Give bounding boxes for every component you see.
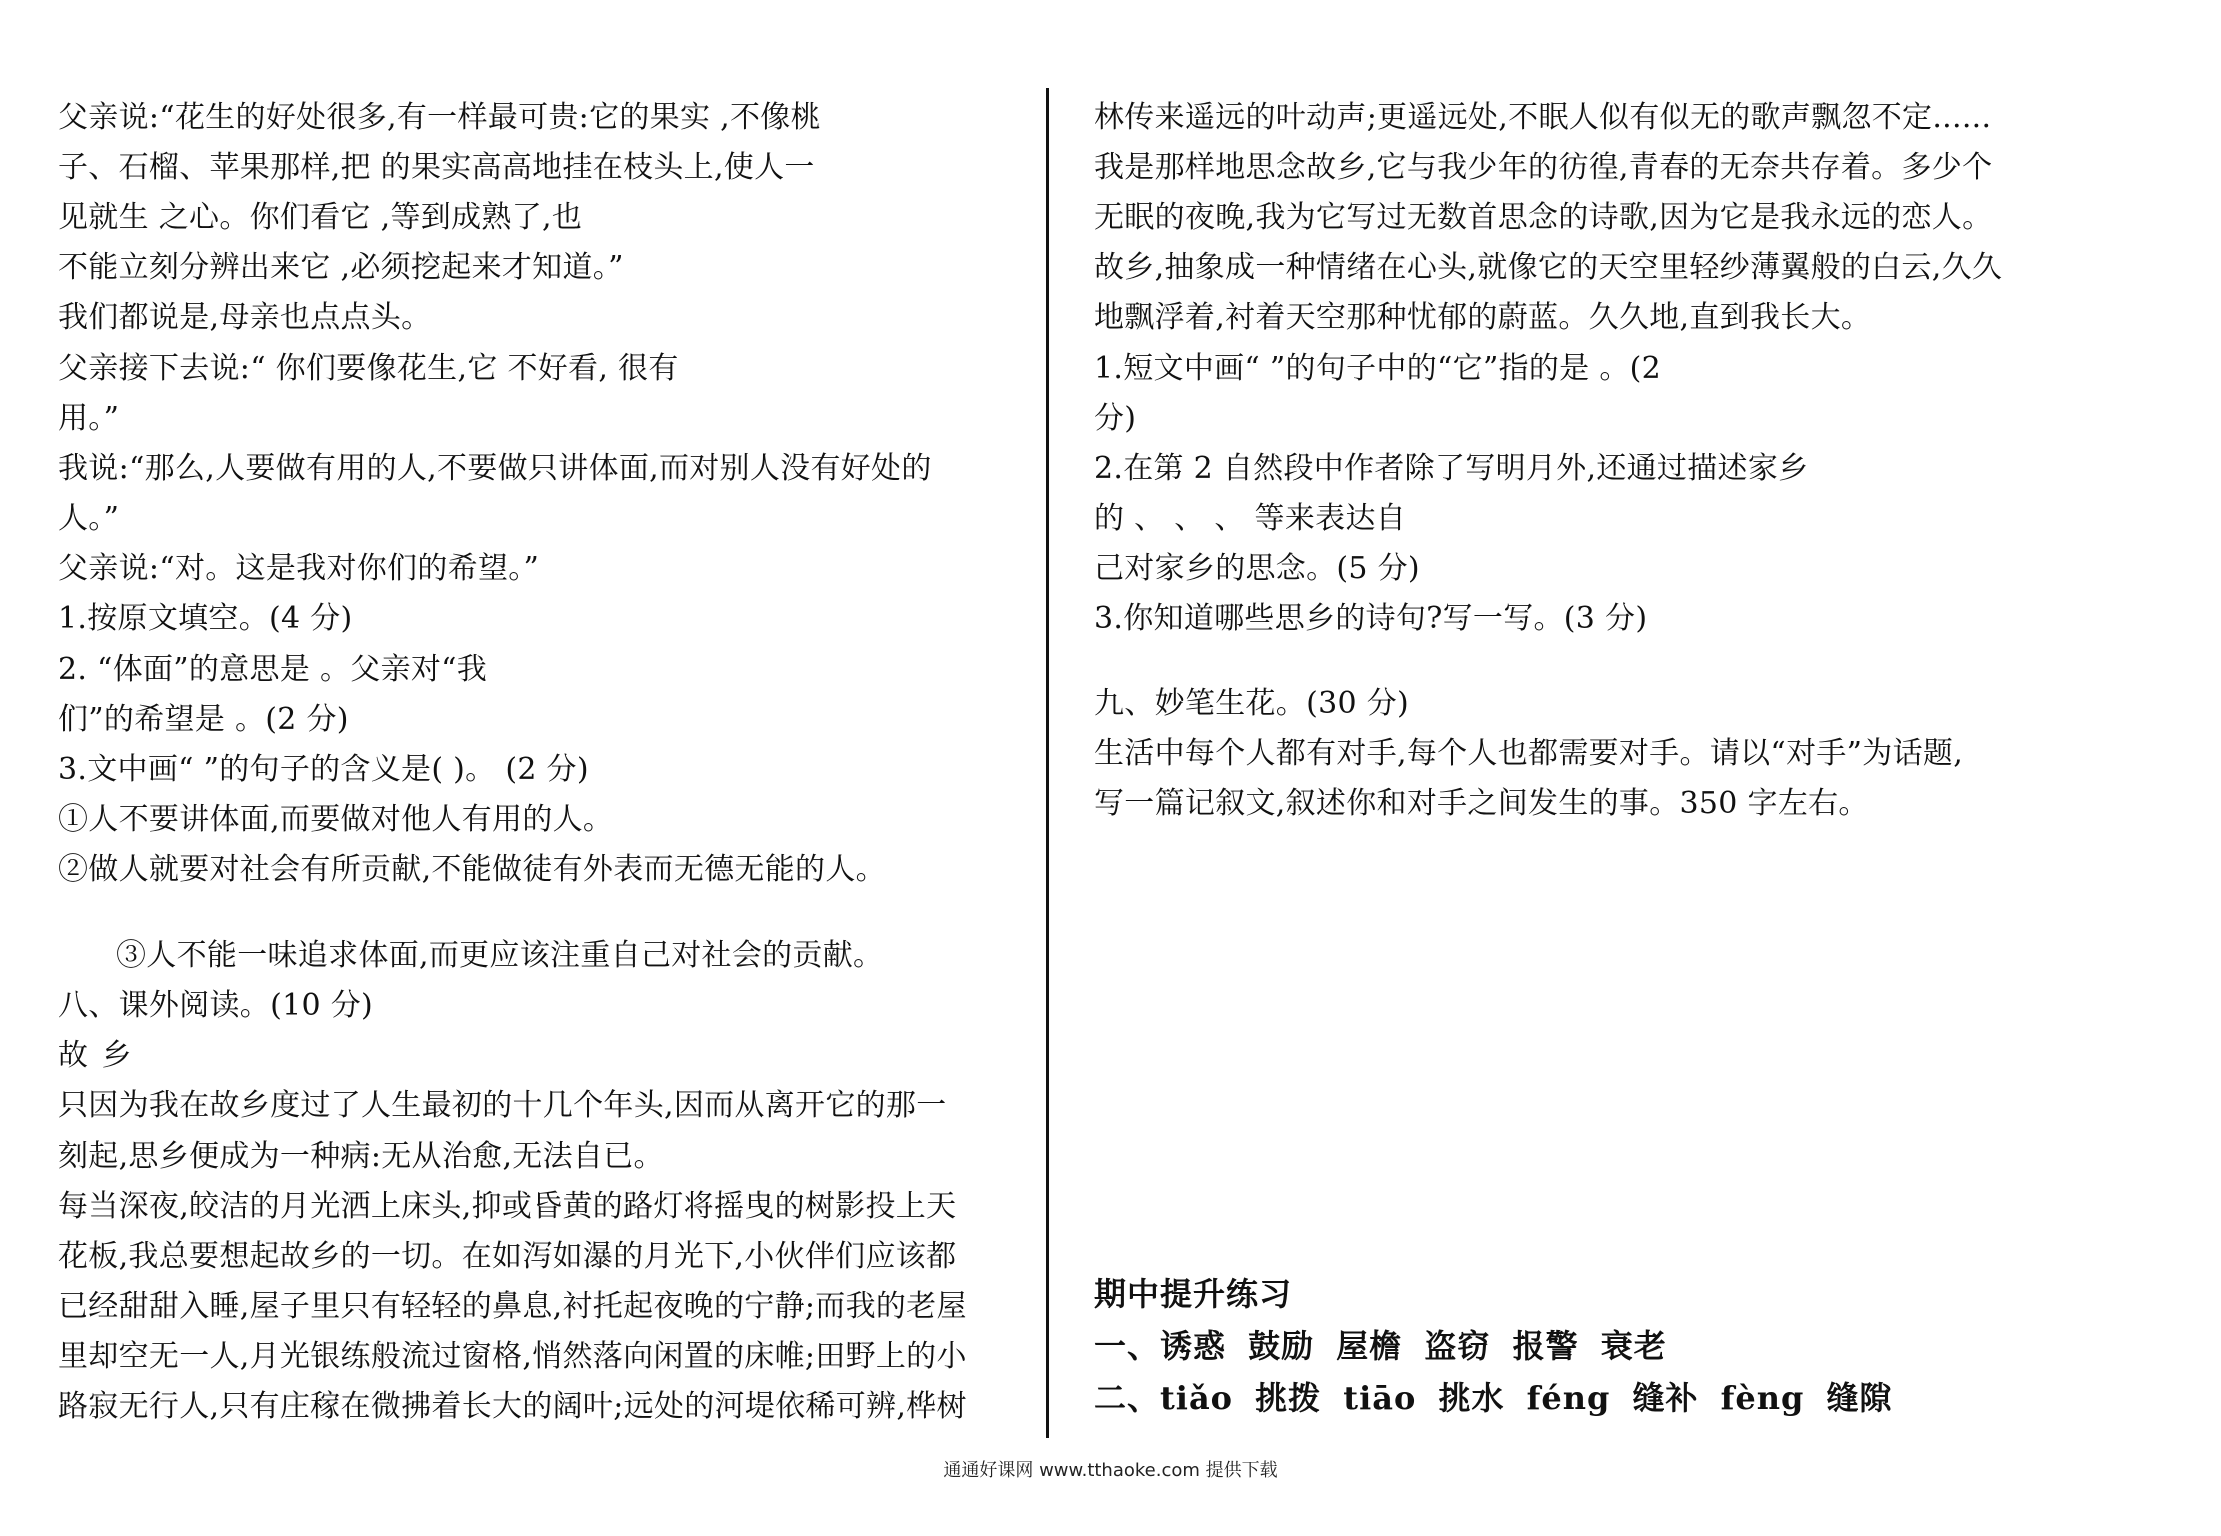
text-line: 见就生 之心。你们看它 ,等到成熟了,也	[58, 200, 583, 235]
passage-line: 路寂无行人,只有庄稼在微拂着长大的阔叶;远处的河堤依稀可辨,桦树	[58, 1389, 967, 1424]
passage-line: 里却空无一人,月光银练般流过窗格,悄然落向闲置的床帷;田野上的小	[58, 1339, 967, 1374]
text-line: 我们都说是,母亲也点点头。	[58, 300, 432, 335]
text-line: 父亲接下去说:“ 你们要像花生,它 不好看, 很有	[58, 351, 679, 386]
passage-line: 故乡,抽象成一种情绪在心头,就像它的天空里轻纱薄翼般的白云,久久	[1094, 250, 2003, 285]
prompt-line: 生活中每个人都有对手,每个人也都需要对手。请以“对手”为话题,	[1094, 736, 1964, 771]
option-line: ①人不要讲体面,而要做对他人有用的人。	[58, 802, 614, 837]
question-line: 3.文中画“ ”的句子的含义是( )。 (2 分)	[58, 752, 589, 787]
answer-title: 期中提升练习	[1094, 1275, 1293, 1313]
question-line: 2. “体面”的意思是 。父亲对“我	[58, 652, 488, 687]
passage-line: 已经甜甜入睡,屋子里只有轻轻的鼻息,衬托起夜晚的宁静;而我的老屋	[58, 1289, 967, 1324]
section-heading: 九、妙笔生花。(30 分)	[1094, 686, 1410, 721]
question-line: 们”的希望是 。(2 分)	[58, 702, 349, 737]
passage-line: 无眠的夜晚,我为它写过无数首思念的诗歌,因为它是我永远的恋人。	[1094, 200, 1993, 235]
option-line: ②做人就要对社会有所贡献,不能做徒有外表而无德无能的人。	[58, 852, 886, 887]
text-line: 我说:“那么,人要做有用的人,不要做只讲体面,而对别人没有好处的	[58, 451, 932, 486]
passage-line: 只因为我在故乡度过了人生最初的十几个年头,因而从离开它的那一	[58, 1088, 947, 1123]
question-line: 分)	[1094, 401, 1137, 436]
section-heading: 八、课外阅读。(10 分)	[58, 988, 374, 1023]
prompt-line: 写一篇记叙文,叙述你和对手之间发生的事。350 字左右。	[1094, 786, 1869, 821]
question-line: 2.在第 2 自然段中作者除了写明月外,还通过描述家乡	[1094, 451, 1809, 486]
passage-line: 我是那样地思念故乡,它与我少年的彷徨,青春的无奈共存着。多少个	[1094, 150, 1993, 185]
answer-line: 一、诱惑 鼓励 屋檐 盗窃 报警 衰老	[1094, 1327, 1667, 1365]
passage-line: 花板,我总要想起故乡的一切。在如泻如瀑的月光下,小伙伴们应该都	[58, 1239, 957, 1274]
question-line: 1.按原文填空。(4 分)	[58, 601, 353, 636]
passage-line: 林传来遥远的叶动声;更遥远处,不眠人似有似无的歌声飘忽不定......	[1094, 100, 1992, 135]
text-line: 人。”	[58, 501, 120, 536]
page-footer: 通通好课网 www.tthaoke.com 提供下载	[943, 1460, 1278, 1481]
option-line: ③人不能一味追求体面,而更应该注重自己对社会的贡献。	[116, 938, 884, 973]
text-line: 不能立刻分辨出来它 ,必须挖起来才知道。”	[58, 250, 624, 285]
question-line: 己对家乡的思念。(5 分)	[1094, 551, 1420, 586]
text-line: 子、石榴、苹果那样,把 的果实高高地挂在枝头上,使人一	[58, 150, 815, 185]
text-line: 用。”	[58, 401, 120, 436]
text-line: 父亲说:“对。这是我对你们的希望。”	[58, 551, 540, 586]
passage-line: 每当深夜,皎洁的月光洒上床头,抑或昏黄的路灯将摇曳的树影投上天	[58, 1189, 957, 1224]
question-line: 的 、 、 、 等来表达自	[1094, 501, 1407, 536]
passage-title: 故 乡	[58, 1038, 134, 1073]
column-divider	[1046, 88, 1049, 1438]
question-line: 1.短文中画“ ”的句子中的“它”指的是 。(2	[1094, 351, 1662, 386]
text-line: 父亲说:“花生的好处很多,有一样最可贵:它的果实 ,不像桃	[58, 100, 821, 135]
passage-line: 地飘浮着,衬着天空那种忧郁的蔚蓝。久久地,直到我长大。	[1094, 300, 1872, 335]
passage-line: 刻起,思乡便成为一种病:无从治愈,无法自已。	[58, 1139, 664, 1174]
answer-line: 二、tiǎo 挑拨 tiāo 挑水 féng 缝补 fèng 缝隙	[1094, 1379, 1893, 1417]
question-line: 3.你知道哪些思乡的诗句?写一写。(3 分)	[1094, 601, 1648, 636]
